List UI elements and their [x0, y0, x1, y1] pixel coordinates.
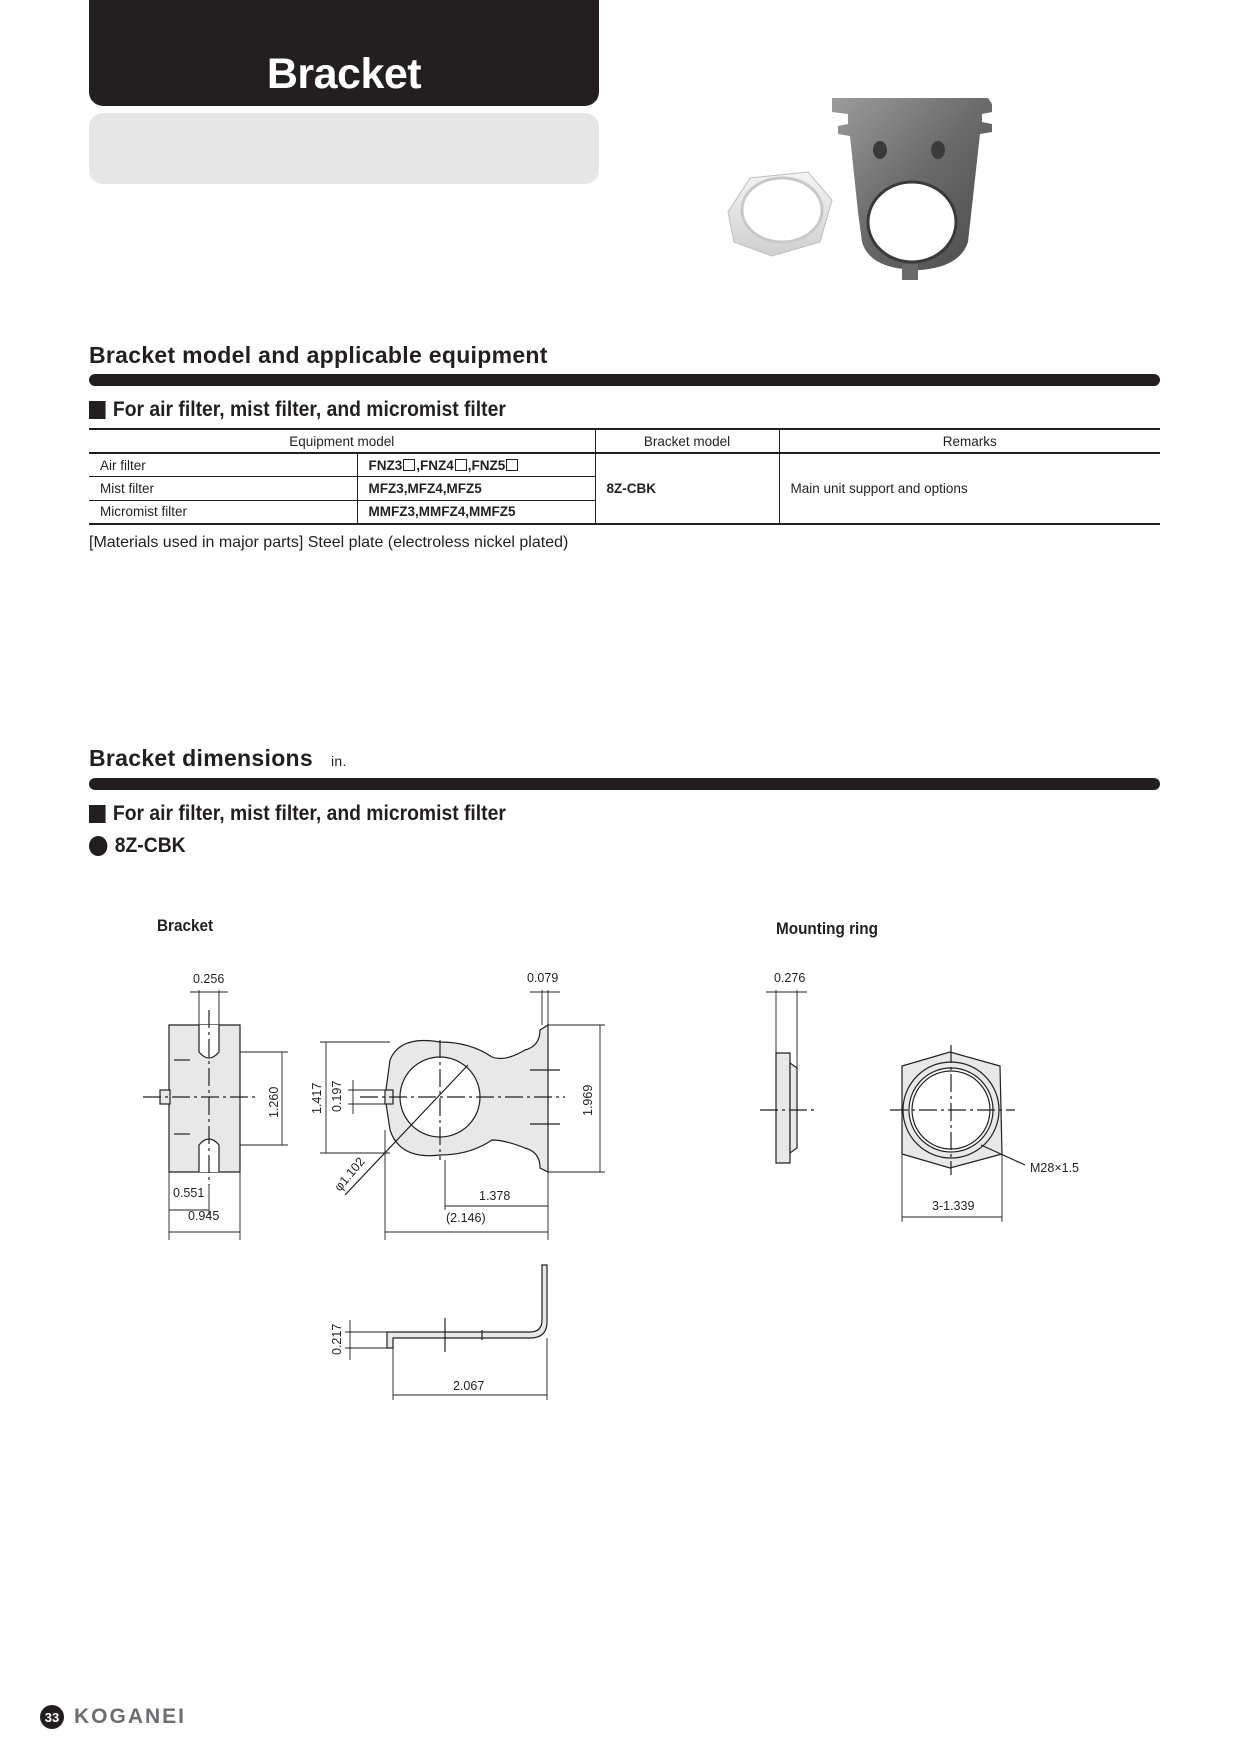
dimension-lines	[169, 990, 1002, 1400]
dim-0217: 0.217	[330, 1323, 344, 1355]
dim-1969: 1.969	[581, 1084, 595, 1116]
bracket-bottom-view	[387, 1265, 547, 1352]
bracket-drawing-label: Bracket	[157, 916, 214, 935]
equipment-type: Mist filter	[89, 477, 357, 501]
equipment-type: Air filter	[89, 453, 357, 477]
bracket-model-cell: 8Z-CBK	[595, 453, 779, 524]
equipment-models: FNZ3 ,FNZ4 ,FNZ5	[357, 453, 595, 477]
dim-0551: 0.551	[173, 1186, 205, 1200]
dim-thread-m28: M28×1.5	[1030, 1161, 1079, 1175]
dim-0197: 0.197	[330, 1080, 344, 1112]
section-title-model: Bracket model and applicable equipment	[89, 342, 548, 368]
dim-0276: 0.276	[774, 971, 806, 985]
ring-side-view	[760, 1053, 815, 1163]
dim-1260: 1.260	[267, 1086, 281, 1118]
model-heading-text: 8Z-CBK	[114, 834, 186, 857]
page-title: Bracket	[266, 50, 422, 98]
bracket-front-view	[345, 1025, 565, 1195]
dim-0945: 0.945	[188, 1209, 220, 1223]
page-footer	[40, 1705, 186, 1729]
dim-1378: 1.378	[479, 1189, 511, 1203]
model-code: FNZ5	[471, 457, 506, 473]
bracket-side-view	[143, 1010, 258, 1185]
equipment-models: MFZ3,MFZ4,MFZ5	[357, 477, 595, 501]
dim-0079: 0.079	[527, 971, 559, 985]
ring-front-view	[890, 1045, 1025, 1175]
header-bracket-model: Bracket model	[595, 429, 779, 453]
dim-1339: 3-1.339	[932, 1199, 975, 1213]
header-remarks: Remarks	[779, 429, 1160, 453]
equipment-models: MMFZ3,MMFZ4,MMFZ5	[357, 500, 595, 524]
subsection-title-text: For air filter, mist filter, and micromist filter	[112, 802, 506, 825]
dim-diameter-1102: φ1.102	[331, 1154, 368, 1194]
section-title-text: Bracket dimensions	[89, 745, 313, 771]
header-equipment-model: Equipment model	[89, 429, 595, 453]
model-code: FNZ3	[368, 457, 403, 473]
model-code: FNZ4	[420, 457, 454, 473]
dim-1417: 1.417	[310, 1082, 324, 1114]
remarks-cell: Main unit support and options	[779, 453, 1160, 524]
materials-note: [Materials used in major parts] Steel plate (electroless nickel plated)	[89, 534, 569, 551]
unit-label: in.	[330, 753, 347, 769]
equipment-type: Micromist filter	[89, 500, 357, 524]
dim-2067: 2.067	[453, 1379, 485, 1393]
page-number: 33	[40, 1705, 64, 1729]
dim-0256: 0.256	[193, 972, 225, 986]
brand-logo: KOGANEI	[74, 1705, 187, 1728]
subsection-title-text: For air filter, mist filter, and micromist filter	[112, 398, 506, 421]
dim-2146: (2.146)	[446, 1211, 486, 1225]
ring-drawing-label: Mounting ring	[776, 919, 878, 938]
